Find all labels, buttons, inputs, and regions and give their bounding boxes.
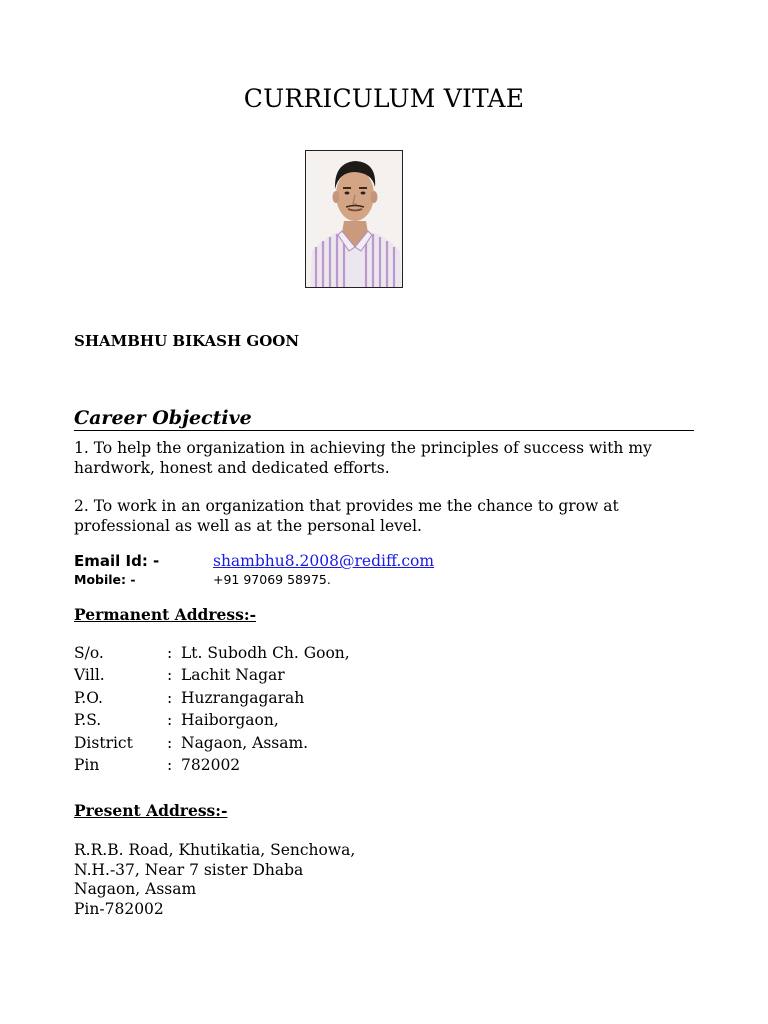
- career-objective-heading: Career Objective: [74, 407, 694, 431]
- mobile-value: +91 97069 58975.: [213, 572, 331, 587]
- address-separator: :: [167, 755, 173, 774]
- objective-point-2: 2. To work in an organization that provides me the chance to grow at professional as well as at the personal level.: [74, 497, 619, 535]
- email-label: Email Id: -: [74, 552, 160, 570]
- address-separator: :: [167, 644, 173, 662]
- address-row-po: [74, 689, 474, 711]
- address-separator: :: [167, 733, 173, 752]
- address-separator: :: [167, 711, 173, 730]
- address-separator: :: [167, 666, 173, 685]
- mobile-label: Mobile: -: [74, 572, 136, 587]
- address-row-vill: [74, 666, 474, 688]
- email-link[interactable]: shambhu8.2008@rediff.com: [213, 552, 435, 570]
- address-value: Haiborgaon,: [181, 711, 279, 730]
- present-address-line: Nagaon, Assam: [74, 880, 197, 898]
- address-key: P.S.: [74, 711, 102, 730]
- address-row-pin: [74, 756, 474, 778]
- present-address-block: [74, 841, 355, 919]
- address-key: District: [74, 733, 133, 752]
- objective-point-1: 1. To help the organization in achieving the principles of success with my hardwork, honest and dedicated efforts.: [74, 439, 652, 477]
- address-key: S/o.: [74, 644, 104, 662]
- permanent-address-heading: Permanent Address:-: [74, 605, 257, 624]
- address-row-ps: [74, 711, 474, 733]
- profile-photo-illustration: [306, 151, 403, 288]
- permanent-address-table: [74, 644, 474, 778]
- candidate-name: SHAMBHU BIKASH GOON: [74, 332, 300, 350]
- address-key: P.O.: [74, 688, 103, 707]
- present-address-line: Pin-782002: [74, 899, 164, 918]
- present-address-heading: Present Address:-: [74, 801, 228, 820]
- address-row-district: [74, 734, 474, 756]
- address-separator: :: [167, 688, 173, 707]
- address-key: Vill.: [74, 666, 105, 685]
- address-value: Lt. Subodh Ch. Goon,: [181, 644, 350, 662]
- document-title: CURRICULUM VITAE: [243, 84, 525, 113]
- address-row-so: [74, 644, 474, 666]
- address-value: Nagaon, Assam.: [181, 733, 309, 752]
- profile-photo: [305, 150, 403, 288]
- address-value: Lachit Nagar: [181, 666, 285, 685]
- present-address-line: R.R.B. Road, Khutikatia, Senchowa,: [74, 841, 356, 859]
- address-value: Huzrangagarah: [181, 688, 305, 707]
- address-key: Pin: [74, 755, 100, 774]
- present-address-line: N.H.-37, Near 7 sister Dhaba: [74, 860, 304, 879]
- address-value: 782002: [181, 755, 241, 774]
